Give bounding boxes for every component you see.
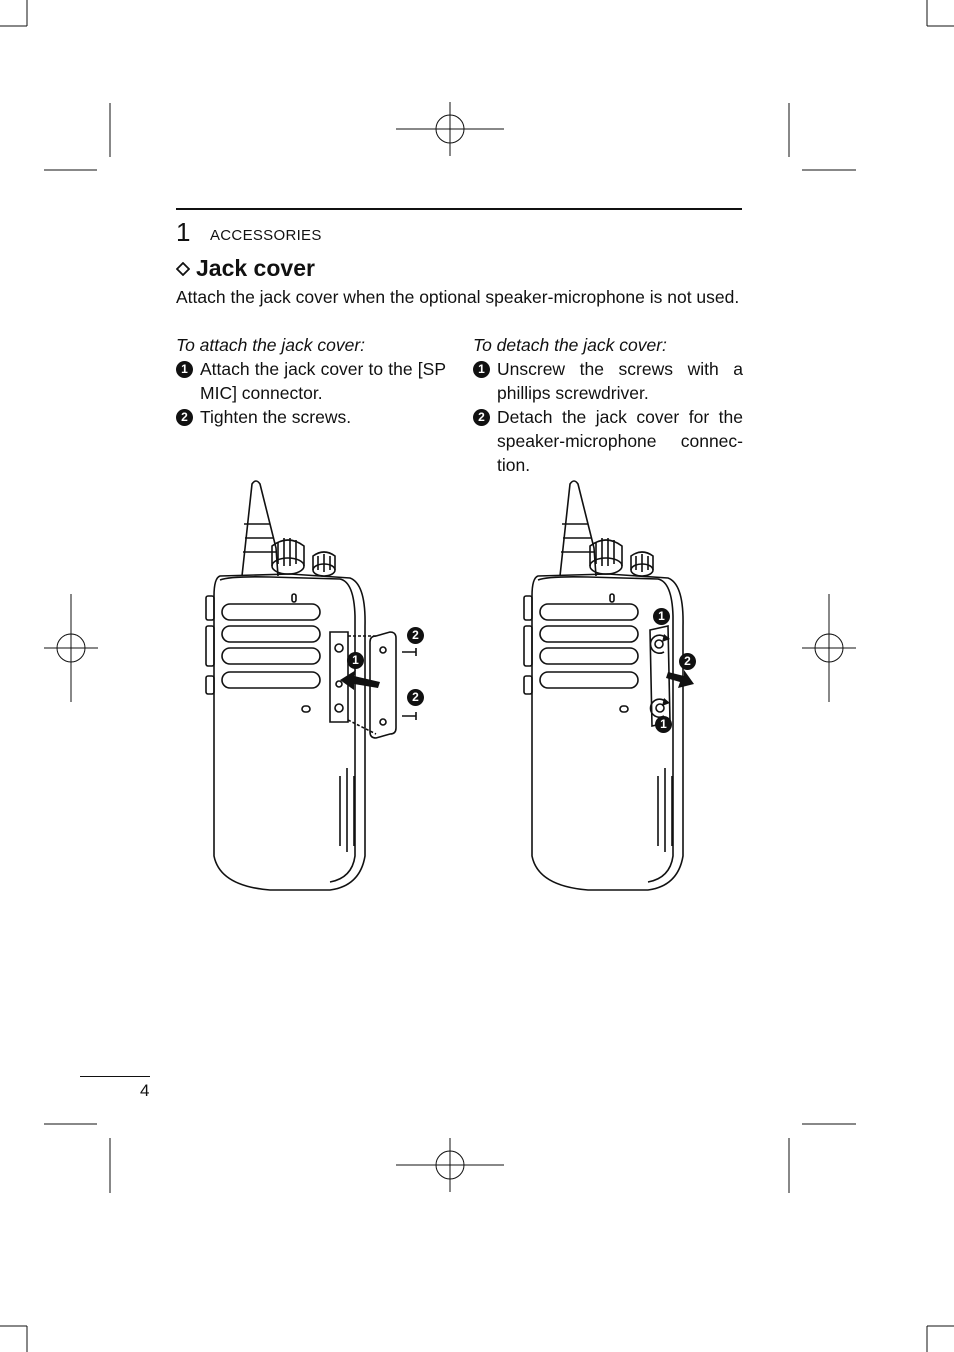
- chapter-title: ACCESSORIES: [210, 227, 322, 244]
- detach-step: [473, 405, 743, 477]
- callout-number: 2: [407, 627, 424, 644]
- step-number: 2: [473, 409, 490, 426]
- callout-number: 1: [347, 652, 364, 669]
- detach-illustration: [508, 476, 708, 896]
- detach-step: [473, 357, 743, 405]
- callout-number: 1: [653, 608, 670, 625]
- callout-number: 2: [407, 689, 424, 706]
- section-title: [176, 255, 315, 282]
- step-number: 1: [176, 361, 193, 378]
- step-text: Attach the jack cover to the [SP MIC] connector.: [200, 359, 446, 403]
- arrow-icon: [340, 670, 380, 690]
- detach-heading: To detach the jack cover:: [473, 335, 667, 355]
- step-number: 1: [473, 361, 490, 378]
- arrow-icon: [666, 670, 694, 688]
- diamond-icon: [176, 262, 190, 276]
- step-text: Unscrew the screws with a phillips screwdriver.: [497, 359, 743, 403]
- header-rule: [176, 208, 742, 210]
- screw: [402, 648, 416, 656]
- speaker-grille-slot: [222, 604, 320, 620]
- attach-instructions: [176, 333, 446, 429]
- section-title-text: Jack cover: [196, 255, 315, 281]
- attach-heading: To attach the jack cover:: [176, 335, 366, 355]
- step-number: 2: [176, 409, 193, 426]
- chapter-number: 1: [176, 217, 191, 247]
- footer-rule: [80, 1076, 150, 1077]
- attach-step: [176, 357, 446, 405]
- section-intro: Attach the jack cover when the optional speaker-microphone is not used.: [176, 287, 740, 307]
- callout-number: 1: [655, 716, 672, 733]
- radio-body: [214, 574, 365, 890]
- step-text: Detach the jack cover for the speaker-microphone connec-tion.: [497, 407, 743, 475]
- callout-number: 2: [679, 653, 696, 670]
- detach-instructions: [473, 333, 743, 477]
- speaker-grille-slot: [540, 604, 638, 620]
- page-number: 4: [140, 1081, 150, 1100]
- attach-illustration: [190, 476, 440, 896]
- attach-step: [176, 405, 446, 429]
- step-text: Tighten the screws.: [200, 407, 352, 427]
